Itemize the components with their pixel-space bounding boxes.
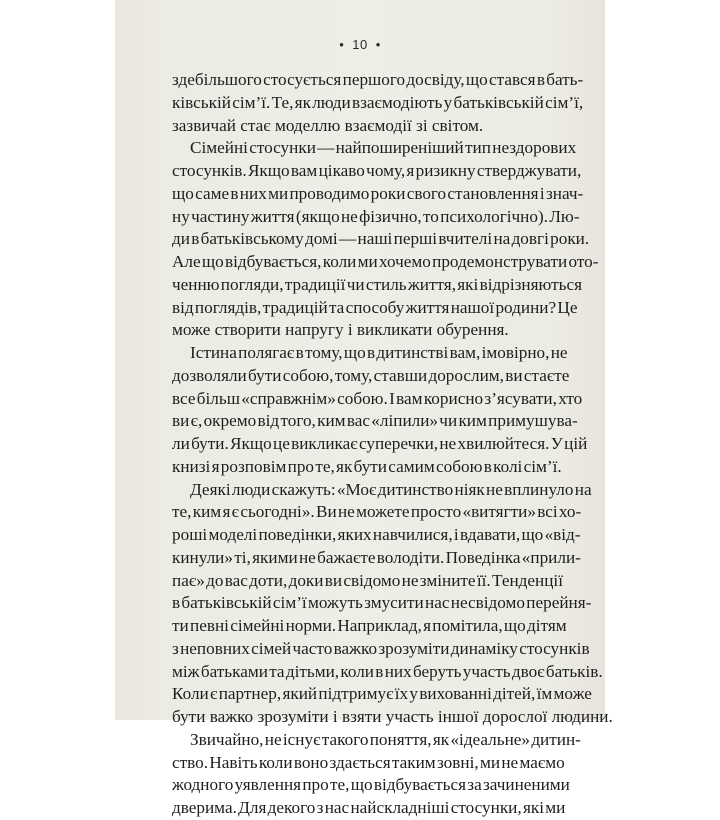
text-line: Деякі люди скажуть: «Моє дитинство ніяк не вплинуло на [190, 479, 592, 499]
paragraph [172, 137, 599, 342]
text-line: книзі я розповім про те, як бути самим собою в колі сім’ї. [172, 456, 562, 476]
text-line: ківській сім’ї. Те, як люди взаємодіють у батьківській сім’ї, [172, 92, 584, 112]
text-line: що саме в них ми проводимо роки свого становлення і знач- [172, 183, 584, 203]
text-line: все більш «справжнім» собою. І вам корисно з’ясувати, хто [172, 388, 583, 408]
text-line: Сімейні стосунки — найпоширеніший тип нездорових [190, 138, 577, 158]
page-number-header [115, 37, 605, 52]
decorative-bullet-left: • [339, 37, 345, 52]
text-line: Істина полягає в тому, що в дитинстві вам, імовірно, не [190, 343, 568, 362]
paragraph [172, 342, 588, 479]
text-line: Коли є партнер, який підтримує їх у вихованні дітей, їм може [172, 684, 592, 704]
text-line: ви є, окремо від того, ким вас «ліпили» чи ким примушува- [172, 411, 578, 431]
paragraph [172, 729, 581, 820]
text-line: ди в батьківському домі — наші перші вчителі на довгі роки. [172, 229, 590, 249]
text-line: ну частину життя (якщо не фізично, то психологічно). Лю- [172, 206, 580, 226]
text-line: між батьками та дітьми, коли в них беруть участь двоє батьків. [172, 661, 603, 681]
text-line: ти певні сімейні норми. Наприклад, я помітила, що дітям [172, 616, 567, 635]
text-line: зазвичай стає моделлю взаємодії зі світом. [172, 115, 484, 135]
text-line: з неповних сімей часто важко зрозуміти динаміку стосунків [172, 638, 590, 658]
text-line: пає» до вас доти, доки ви свідомо не зміните її. Тенденції [172, 570, 563, 590]
page-number: 10 [352, 37, 368, 52]
text-line: ли бути. Якщо це викликає суперечки, не хвилюйтеся. У цій [172, 434, 588, 453]
text-line: Звичайно, не існує такого поняття, як «ідеальне» дитин- [190, 729, 581, 749]
text-line: кинули» ті, якими не бажаєте володіти. Поведінка «прили- [172, 547, 581, 567]
paragraph [172, 69, 584, 137]
text-line: ченню погляди, традиції чи стиль життя, які відрізняються [172, 274, 583, 294]
text-line: може створити напругу і викликати обурення. [172, 320, 509, 340]
text-line: ство. Навіть коли воно здається таким зовні, ми не маємо [172, 752, 565, 772]
text-line: роші моделі поведінки, яких навчилися, і вдавати, що «від- [172, 525, 581, 544]
text-line: здебільшого стосується першого досвіду, що стався в бать- [172, 70, 584, 89]
text-line: жодного уявлення про те, що відбувається за зачиненими [172, 775, 570, 795]
paragraph [172, 479, 613, 729]
text-line: від поглядів, традицій та способу життя нашої родини? Це [172, 297, 578, 317]
decorative-bullet-right: • [375, 37, 381, 52]
text-line: в батьківській сім’ї можуть змусити нас несвідомо перейня- [172, 593, 592, 613]
text-line: дверима. Для декого з нас найскладніші стосунки, які ми [172, 798, 566, 817]
body-text [172, 69, 613, 820]
text-line: дозволяли бути собою, тому, ставши дорослим, ви стаєте [172, 365, 570, 385]
text-line: бути важко зрозуміти і взяти участь іншої дорослої людини. [172, 707, 613, 726]
text-line: Але що відбувається, коли ми хочемо продемонструвати ото- [172, 252, 599, 271]
text-line: стосунків. Якщо вам цікаво чому, я ризикну стверджувати, [172, 161, 582, 180]
text-line: те, ким я є сьогодні». Ви не можете просто «витягти» всі хо- [172, 502, 582, 522]
book-page [115, 0, 613, 817]
